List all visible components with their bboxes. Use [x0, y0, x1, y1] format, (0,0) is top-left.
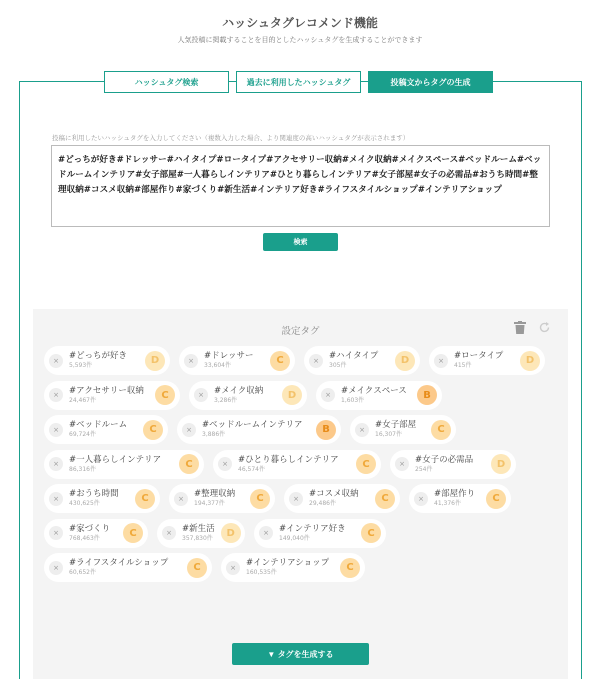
tag-count: 41,376件: [434, 500, 461, 507]
tag-text: [69, 420, 137, 439]
tag-text: [69, 455, 173, 474]
tag-name: #メイク収納: [214, 385, 264, 396]
refresh-icon[interactable]: [538, 321, 551, 334]
tag-text: [454, 351, 514, 370]
tag-chip: [390, 450, 516, 479]
grade-badge: D: [221, 523, 241, 543]
close-icon[interactable]: ×: [182, 423, 196, 437]
tag-count: 29,486件: [309, 500, 336, 507]
tag-text: [204, 351, 264, 370]
tag-name: #ドレッサー: [204, 351, 254, 361]
tag-count: 1,603件: [341, 396, 365, 404]
tag-text: [279, 524, 355, 543]
grade-badge: C: [179, 454, 199, 474]
close-icon[interactable]: ×: [289, 492, 303, 506]
tag-chip: [254, 519, 386, 548]
tag-list: [44, 346, 559, 588]
grade-badge: D: [520, 351, 540, 371]
tag-text: [69, 386, 149, 405]
close-icon[interactable]: ×: [49, 423, 63, 437]
tag-chip: [44, 415, 168, 444]
tag-row: [44, 381, 559, 410]
grade-badge: C: [250, 489, 270, 509]
grade-badge: C: [155, 385, 175, 405]
tag-name: #おうち時間: [69, 489, 119, 499]
tag-name: #ベッドルーム: [69, 420, 128, 430]
tag-name: #メイクスペース: [341, 385, 407, 396]
search-button[interactable]: 検索: [263, 233, 338, 251]
tag-text: [69, 558, 181, 577]
tag-chip: [44, 381, 180, 410]
tag-row: [44, 415, 559, 444]
tab-past-hashtags[interactable]: 過去に利用したハッシュタグ: [236, 71, 361, 93]
tag-chip: [304, 346, 420, 375]
tag-text: [194, 489, 244, 508]
tag-row: [44, 553, 559, 582]
tag-chip: [169, 484, 275, 513]
tag-text: [69, 524, 117, 543]
tag-count: 357,830件: [182, 534, 213, 542]
tag-name: #新生活: [182, 523, 215, 534]
tag-row: [44, 450, 559, 479]
tab-generate-from-post[interactable]: 投稿文からタグの生成: [368, 71, 493, 93]
close-icon[interactable]: ×: [309, 354, 323, 368]
close-icon[interactable]: ×: [226, 561, 240, 575]
tag-count: 86,316件: [69, 465, 96, 473]
close-icon[interactable]: ×: [49, 388, 63, 402]
tag-chip: [189, 381, 307, 410]
tag-chip: [179, 346, 295, 375]
close-icon[interactable]: ×: [259, 526, 273, 540]
tag-name: #ベッドルームインテリア: [202, 420, 303, 430]
grade-badge: C: [486, 489, 506, 509]
tag-name: #どっちが好き: [69, 351, 127, 361]
close-icon[interactable]: ×: [49, 492, 63, 506]
tag-count: 254件: [415, 465, 433, 473]
tag-count: 305件: [329, 362, 347, 369]
grade-badge: C: [361, 523, 381, 543]
close-icon[interactable]: ×: [395, 457, 409, 471]
tag-count: 33,604件: [204, 362, 231, 369]
tag-name: #部屋作り: [434, 489, 476, 499]
tag-chip: [44, 484, 160, 513]
tag-text: [69, 351, 139, 370]
tag-chip: [44, 553, 212, 582]
tag-name: #インテリア好き: [279, 523, 346, 534]
grade-badge: D: [282, 385, 302, 405]
tag-name: #整理収納: [194, 489, 236, 499]
tag-name: #アクセサリー収納: [69, 385, 144, 396]
post-text-input[interactable]: [51, 145, 550, 227]
tag-text: [309, 489, 369, 508]
tag-name: #ハイタイプ: [329, 351, 379, 361]
tag-name: #家づくり: [69, 523, 111, 534]
tab-hashtag-search[interactable]: ハッシュタグ検索: [104, 71, 229, 93]
close-icon[interactable]: ×: [194, 388, 208, 402]
tag-count: 69,724件: [69, 431, 96, 438]
tag-count: 768,463件: [69, 534, 100, 542]
tag-chip: [157, 519, 245, 548]
tag-chip: [429, 346, 545, 375]
tag-chip: [213, 450, 381, 479]
tag-chip: [44, 450, 204, 479]
tag-name: #ひとり暮らしインテリア: [238, 454, 339, 465]
tag-chip: [177, 415, 341, 444]
tag-name: #インテリアショップ: [246, 558, 330, 568]
tag-name: #ロータイプ: [454, 351, 504, 361]
tag-count: 160,535件: [246, 569, 277, 576]
close-icon[interactable]: ×: [434, 354, 448, 368]
tag-count: 149,040件: [279, 534, 310, 542]
tag-text: [341, 386, 411, 405]
tag-chip: [221, 553, 365, 582]
tag-name: #女子の必需品: [415, 454, 474, 465]
grade-badge: D: [145, 351, 165, 371]
grade-badge: B: [316, 420, 336, 440]
tag-text: [202, 420, 310, 439]
grade-badge: C: [143, 420, 163, 440]
grade-badge: C: [375, 489, 395, 509]
trash-icon[interactable]: [514, 321, 526, 334]
grade-badge: D: [395, 351, 415, 371]
tag-text: [69, 489, 129, 508]
close-icon[interactable]: ×: [49, 526, 63, 540]
close-icon[interactable]: ×: [49, 561, 63, 575]
close-icon[interactable]: ×: [49, 354, 63, 368]
close-icon[interactable]: ×: [162, 526, 176, 540]
grade-badge: C: [123, 523, 143, 543]
tag-chip: [44, 519, 148, 548]
settings-title: 設定タグ: [281, 326, 320, 337]
tag-text: [238, 455, 350, 474]
tag-name: #コスメ収納: [309, 489, 359, 499]
tag-count: 5,593件: [69, 362, 93, 369]
tag-row: [44, 484, 559, 513]
close-icon[interactable]: ×: [218, 457, 232, 471]
tag-chip: [316, 381, 442, 410]
grade-badge: B: [417, 385, 437, 405]
grade-badge: C: [135, 489, 155, 509]
tag-count: 194,377件: [194, 500, 225, 507]
tag-name: #女子部屋: [375, 420, 417, 430]
grade-badge: D: [491, 454, 511, 474]
close-icon[interactable]: ×: [49, 457, 63, 471]
tag-name: #一人暮らしインテリア: [69, 454, 162, 465]
tag-text: [415, 455, 485, 474]
close-icon[interactable]: ×: [355, 423, 369, 437]
grade-badge: C: [431, 420, 451, 440]
grade-badge: C: [356, 454, 376, 474]
tag-count: 46,574件: [238, 465, 265, 473]
tag-chip: [350, 415, 456, 444]
close-icon[interactable]: ×: [321, 388, 335, 402]
tag-row: [44, 346, 559, 375]
tag-chip: [44, 346, 170, 375]
tag-text: [434, 489, 480, 508]
tag-text: [329, 351, 389, 370]
tag-text: [375, 420, 425, 439]
tag-count: 415件: [454, 362, 472, 369]
tag-chip: [409, 484, 511, 513]
close-icon[interactable]: ×: [414, 492, 428, 506]
page-title: ハッシュタグレコメンド機能: [222, 16, 378, 30]
post-input-label: 投稿に利用したいハッシュタグを入力してください（複数入力した場合、より関連度の高いハッシュタグが表示されます）: [52, 134, 410, 142]
grade-badge: C: [270, 351, 290, 371]
generate-tags-button[interactable]: ▼ タグを生成する: [232, 643, 369, 665]
tag-chip: [284, 484, 400, 513]
settings-panel: [33, 309, 568, 679]
tag-count: 16,307件: [375, 431, 402, 438]
grade-badge: C: [187, 558, 207, 578]
tag-text: [246, 558, 334, 577]
close-icon[interactable]: ×: [184, 354, 198, 368]
grade-badge: C: [340, 558, 360, 578]
tag-text: [214, 386, 276, 405]
tag-count: 24,467件: [69, 396, 96, 404]
tag-count: 430,625件: [69, 500, 100, 507]
tag-row: [44, 519, 559, 548]
tag-count: 3,286件: [214, 396, 238, 404]
tag-count: 3,886件: [202, 431, 226, 438]
tag-text: [182, 524, 215, 543]
close-icon[interactable]: ×: [174, 492, 188, 506]
tag-name: #ライフスタイルショップ: [69, 558, 169, 568]
page-subtitle: 人気投稿に掲載することを目的としたハッシュタグを生成することができます: [177, 36, 423, 44]
tab-bar: [104, 71, 493, 93]
tag-count: 60,652件: [69, 569, 96, 576]
